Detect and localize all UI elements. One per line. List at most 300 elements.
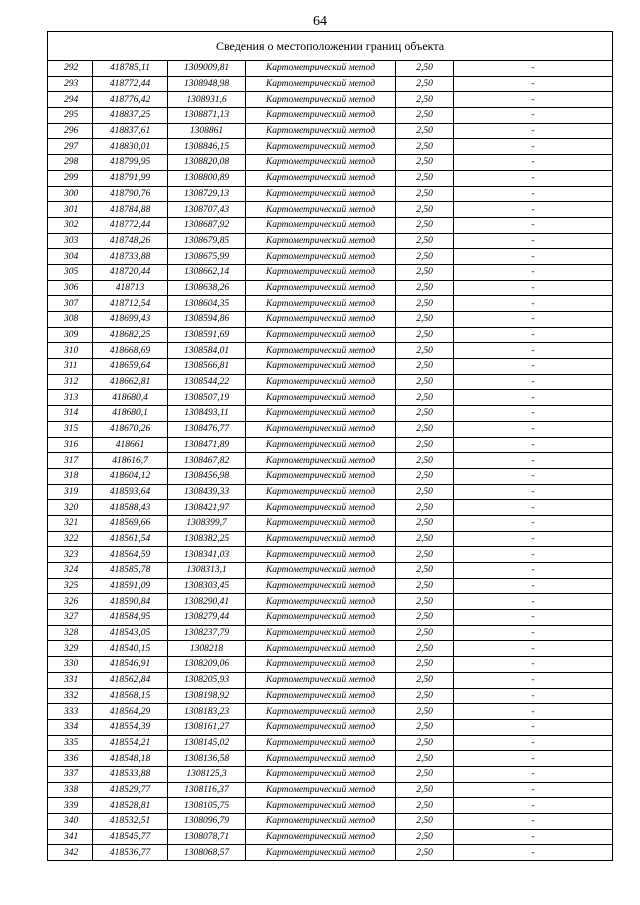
description-cell: -: [454, 170, 613, 186]
description-cell: -: [454, 76, 613, 92]
coordinate-x-cell: 418733,88: [93, 249, 168, 265]
coordinate-y-cell: 1308594,86: [168, 312, 246, 328]
coordinate-x-cell: 418528,81: [93, 798, 168, 814]
coordinate-y-cell: 1308493,11: [168, 406, 246, 422]
accuracy-cell: 2,50: [396, 751, 454, 767]
coordinate-y-cell: 1308604,35: [168, 296, 246, 312]
description-cell: -: [454, 641, 613, 657]
point-number-cell: 295: [48, 108, 93, 124]
method-cell: Картометрический метод: [246, 704, 396, 720]
method-cell: Картометрический метод: [246, 327, 396, 343]
point-number-cell: 301: [48, 202, 93, 218]
table-row: [48, 170, 613, 186]
table-row: [48, 594, 613, 610]
coordinate-x-cell: 418588,43: [93, 500, 168, 516]
point-number-cell: 314: [48, 406, 93, 422]
accuracy-cell: 2,50: [396, 453, 454, 469]
point-number-cell: 299: [48, 170, 93, 186]
coordinate-x-cell: 418661: [93, 437, 168, 453]
coordinate-x-cell: 418546,91: [93, 657, 168, 673]
method-cell: Картометрический метод: [246, 108, 396, 124]
coordinate-y-cell: 1308931,6: [168, 92, 246, 108]
coordinate-y-cell: 1308290,41: [168, 594, 246, 610]
method-cell: Картометрический метод: [246, 625, 396, 641]
accuracy-cell: 2,50: [396, 845, 454, 861]
method-cell: Картометрический метод: [246, 155, 396, 171]
coordinate-y-cell: 1308096,79: [168, 814, 246, 830]
description-cell: -: [454, 249, 613, 265]
coordinate-x-cell: 418712,54: [93, 296, 168, 312]
method-cell: Картометрический метод: [246, 312, 396, 328]
accuracy-cell: 2,50: [396, 249, 454, 265]
table-row: [48, 296, 613, 312]
accuracy-cell: 2,50: [396, 547, 454, 563]
point-number-cell: 330: [48, 657, 93, 673]
coordinate-x-cell: 418713: [93, 280, 168, 296]
coordinate-x-cell: 418590,84: [93, 594, 168, 610]
coordinate-y-cell: 1308467,82: [168, 453, 246, 469]
accuracy-cell: 2,50: [396, 76, 454, 92]
coordinate-x-cell: 418591,09: [93, 578, 168, 594]
description-cell: -: [454, 484, 613, 500]
table-row: [48, 531, 613, 547]
description-cell: -: [454, 61, 613, 77]
coordinate-x-cell: 418554,21: [93, 735, 168, 751]
point-number-cell: 315: [48, 421, 93, 437]
table-row: [48, 845, 613, 861]
method-cell: Картометрический метод: [246, 374, 396, 390]
method-cell: Картометрический метод: [246, 547, 396, 563]
accuracy-cell: 2,50: [396, 421, 454, 437]
method-cell: Картометрический метод: [246, 766, 396, 782]
table-row: [48, 766, 613, 782]
point-number-cell: 313: [48, 390, 93, 406]
accuracy-cell: 2,50: [396, 437, 454, 453]
coordinate-x-cell: 418593,64: [93, 484, 168, 500]
point-number-cell: 294: [48, 92, 93, 108]
coordinate-x-cell: 418543,05: [93, 625, 168, 641]
point-number-cell: 303: [48, 233, 93, 249]
accuracy-cell: 2,50: [396, 704, 454, 720]
accuracy-cell: 2,50: [396, 563, 454, 579]
table-row: [48, 563, 613, 579]
coordinate-y-cell: 1308421,97: [168, 500, 246, 516]
description-cell: -: [454, 657, 613, 673]
coordinate-x-cell: 418564,59: [93, 547, 168, 563]
method-cell: Картометрический метод: [246, 249, 396, 265]
table-row: [48, 798, 613, 814]
description-cell: -: [454, 374, 613, 390]
accuracy-cell: 2,50: [396, 312, 454, 328]
point-number-cell: 304: [48, 249, 93, 265]
description-cell: -: [454, 186, 613, 202]
description-cell: -: [454, 751, 613, 767]
point-number-cell: 329: [48, 641, 93, 657]
table-row: [48, 312, 613, 328]
method-cell: Картометрический метод: [246, 719, 396, 735]
accuracy-cell: 2,50: [396, 374, 454, 390]
coordinate-y-cell: 1308707,43: [168, 202, 246, 218]
coordinate-y-cell: 1308846,15: [168, 139, 246, 155]
accuracy-cell: 2,50: [396, 327, 454, 343]
description-cell: -: [454, 531, 613, 547]
table-row: [48, 547, 613, 563]
coordinate-y-cell: 1308566,81: [168, 359, 246, 375]
description-cell: -: [454, 845, 613, 861]
table-row: [48, 61, 613, 77]
coordinate-x-cell: 418837,61: [93, 123, 168, 139]
accuracy-cell: 2,50: [396, 202, 454, 218]
method-cell: Картометрический метод: [246, 672, 396, 688]
coordinate-y-cell: 1308507,19: [168, 390, 246, 406]
coordinate-y-cell: 1308476,77: [168, 421, 246, 437]
coordinate-y-cell: 1308871,13: [168, 108, 246, 124]
accuracy-cell: 2,50: [396, 359, 454, 375]
coordinate-x-cell: 418529,77: [93, 782, 168, 798]
coordinate-x-cell: 418772,44: [93, 217, 168, 233]
point-number-cell: 324: [48, 563, 93, 579]
point-number-cell: 342: [48, 845, 93, 861]
accuracy-cell: 2,50: [396, 406, 454, 422]
table-row: [48, 327, 613, 343]
accuracy-cell: 2,50: [396, 280, 454, 296]
table-row: [48, 406, 613, 422]
coordinate-x-cell: 418548,18: [93, 751, 168, 767]
method-cell: Картометрический метод: [246, 139, 396, 155]
coordinate-y-cell: 1308237,79: [168, 625, 246, 641]
accuracy-cell: 2,50: [396, 296, 454, 312]
table-row: [48, 437, 613, 453]
coordinate-y-cell: 1308116,37: [168, 782, 246, 798]
point-number-cell: 316: [48, 437, 93, 453]
coordinate-y-cell: 1308399,7: [168, 515, 246, 531]
coordinate-x-cell: 418554,39: [93, 719, 168, 735]
description-cell: -: [454, 139, 613, 155]
coordinate-y-cell: 1308078,71: [168, 829, 246, 845]
table-row: [48, 155, 613, 171]
method-cell: Картометрический метод: [246, 814, 396, 830]
coordinate-x-cell: 418670,26: [93, 421, 168, 437]
method-cell: Картометрический метод: [246, 76, 396, 92]
method-cell: Картометрический метод: [246, 657, 396, 673]
description-cell: -: [454, 390, 613, 406]
coordinate-y-cell: 1308638,26: [168, 280, 246, 296]
method-cell: Картометрический метод: [246, 845, 396, 861]
coordinate-x-cell: 418604,12: [93, 468, 168, 484]
coordinate-x-cell: 418720,44: [93, 264, 168, 280]
coordinate-y-cell: 1308471,89: [168, 437, 246, 453]
description-cell: -: [454, 500, 613, 516]
accuracy-cell: 2,50: [396, 515, 454, 531]
table-row: [48, 719, 613, 735]
method-cell: Картометрический метод: [246, 233, 396, 249]
description-cell: -: [454, 563, 613, 579]
point-number-cell: 318: [48, 468, 93, 484]
coordinate-y-cell: 1308198,92: [168, 688, 246, 704]
method-cell: Картометрический метод: [246, 280, 396, 296]
table-row: [48, 515, 613, 531]
table-row: [48, 751, 613, 767]
table-row: [48, 359, 613, 375]
method-cell: Картометрический метод: [246, 500, 396, 516]
table-row: [48, 484, 613, 500]
method-cell: Картометрический метод: [246, 641, 396, 657]
coordinate-x-cell: 418569,66: [93, 515, 168, 531]
description-cell: -: [454, 814, 613, 830]
table-row: [48, 374, 613, 390]
coordinate-y-cell: 1308205,93: [168, 672, 246, 688]
table-row: [48, 76, 613, 92]
description-cell: -: [454, 594, 613, 610]
point-number-cell: 296: [48, 123, 93, 139]
table-row: [48, 453, 613, 469]
accuracy-cell: 2,50: [396, 155, 454, 171]
coordinate-x-cell: 418662,81: [93, 374, 168, 390]
method-cell: Картометрический метод: [246, 264, 396, 280]
coordinate-y-cell: 1308136,58: [168, 751, 246, 767]
method-cell: Картометрический метод: [246, 531, 396, 547]
method-cell: Картометрический метод: [246, 296, 396, 312]
coordinate-x-cell: 418790,76: [93, 186, 168, 202]
point-number-cell: 328: [48, 625, 93, 641]
coordinate-y-cell: 1308382,25: [168, 531, 246, 547]
point-number-cell: 306: [48, 280, 93, 296]
table-row: [48, 500, 613, 516]
point-number-cell: 336: [48, 751, 93, 767]
method-cell: Картометрический метод: [246, 92, 396, 108]
accuracy-cell: 2,50: [396, 578, 454, 594]
description-cell: -: [454, 798, 613, 814]
method-cell: Картометрический метод: [246, 735, 396, 751]
table-body: [48, 61, 613, 861]
table-row: [48, 390, 613, 406]
coordinate-x-cell: 418791,99: [93, 170, 168, 186]
description-cell: -: [454, 123, 613, 139]
accuracy-cell: 2,50: [396, 719, 454, 735]
description-cell: -: [454, 280, 613, 296]
table-row: [48, 186, 613, 202]
method-cell: Картометрический метод: [246, 484, 396, 500]
point-number-cell: 338: [48, 782, 93, 798]
table-row: [48, 814, 613, 830]
coordinate-y-cell: 1308341,03: [168, 547, 246, 563]
coordinate-y-cell: 1308161,27: [168, 719, 246, 735]
point-number-cell: 308: [48, 312, 93, 328]
accuracy-cell: 2,50: [396, 139, 454, 155]
coordinate-x-cell: 418568,15: [93, 688, 168, 704]
coordinate-y-cell: 1308105,75: [168, 798, 246, 814]
method-cell: Картометрический метод: [246, 453, 396, 469]
description-cell: -: [454, 547, 613, 563]
description-cell: -: [454, 437, 613, 453]
coordinate-x-cell: 418668,69: [93, 343, 168, 359]
point-number-cell: 319: [48, 484, 93, 500]
accuracy-cell: 2,50: [396, 782, 454, 798]
boundary-table: [47, 31, 613, 861]
description-cell: -: [454, 672, 613, 688]
accuracy-cell: 2,50: [396, 531, 454, 547]
description-cell: -: [454, 578, 613, 594]
point-number-cell: 337: [48, 766, 93, 782]
coordinate-y-cell: 1308948,98: [168, 76, 246, 92]
coordinate-y-cell: 1308584,01: [168, 343, 246, 359]
accuracy-cell: 2,50: [396, 468, 454, 484]
coordinate-x-cell: 418545,77: [93, 829, 168, 845]
table-row: [48, 641, 613, 657]
accuracy-cell: 2,50: [396, 390, 454, 406]
description-cell: -: [454, 312, 613, 328]
coordinate-x-cell: 418585,78: [93, 563, 168, 579]
accuracy-cell: 2,50: [396, 814, 454, 830]
accuracy-cell: 2,50: [396, 233, 454, 249]
coordinate-x-cell: 418776,42: [93, 92, 168, 108]
description-cell: -: [454, 421, 613, 437]
table-row: [48, 735, 613, 751]
point-number-cell: 341: [48, 829, 93, 845]
description-cell: -: [454, 719, 613, 735]
table-row: [48, 704, 613, 720]
point-number-cell: 312: [48, 374, 93, 390]
description-cell: -: [454, 704, 613, 720]
page-number: 64: [313, 14, 327, 29]
point-number-cell: 340: [48, 814, 93, 830]
table-row: [48, 657, 613, 673]
description-cell: -: [454, 735, 613, 751]
method-cell: Картометрический метод: [246, 186, 396, 202]
coordinate-y-cell: 1308068,57: [168, 845, 246, 861]
method-cell: Картометрический метод: [246, 202, 396, 218]
accuracy-cell: 2,50: [396, 641, 454, 657]
method-cell: Картометрический метод: [246, 406, 396, 422]
point-number-cell: 317: [48, 453, 93, 469]
description-cell: -: [454, 610, 613, 626]
coordinate-y-cell: 1308820,08: [168, 155, 246, 171]
point-number-cell: 302: [48, 217, 93, 233]
description-cell: -: [454, 264, 613, 280]
point-number-cell: 326: [48, 594, 93, 610]
coordinate-x-cell: 418748,26: [93, 233, 168, 249]
point-number-cell: 320: [48, 500, 93, 516]
description-cell: -: [454, 688, 613, 704]
coordinate-x-cell: 418616,7: [93, 453, 168, 469]
accuracy-cell: 2,50: [396, 657, 454, 673]
coordinate-x-cell: 418540,15: [93, 641, 168, 657]
coordinate-y-cell: 1308456,98: [168, 468, 246, 484]
coordinate-y-cell: 1308209,06: [168, 657, 246, 673]
point-number-cell: 333: [48, 704, 93, 720]
coordinate-x-cell: 418533,88: [93, 766, 168, 782]
point-number-cell: 298: [48, 155, 93, 171]
accuracy-cell: 2,50: [396, 798, 454, 814]
coordinate-x-cell: 418532,51: [93, 814, 168, 830]
table-row: [48, 578, 613, 594]
table-row: [48, 280, 613, 296]
description-cell: -: [454, 782, 613, 798]
description-cell: -: [454, 155, 613, 171]
method-cell: Картометрический метод: [246, 782, 396, 798]
point-number-cell: 334: [48, 719, 93, 735]
description-cell: -: [454, 202, 613, 218]
point-number-cell: 293: [48, 76, 93, 92]
description-cell: -: [454, 217, 613, 233]
coordinate-y-cell: 1308313,1: [168, 563, 246, 579]
point-number-cell: 332: [48, 688, 93, 704]
coordinate-y-cell: 1308439,33: [168, 484, 246, 500]
table-row: [48, 123, 613, 139]
point-number-cell: 323: [48, 547, 93, 563]
point-number-cell: 335: [48, 735, 93, 751]
coordinate-x-cell: 418564,29: [93, 704, 168, 720]
coordinate-x-cell: 418659,64: [93, 359, 168, 375]
coordinate-y-cell: 1308729,13: [168, 186, 246, 202]
coordinate-x-cell: 418772,44: [93, 76, 168, 92]
coordinate-y-cell: 1308687,92: [168, 217, 246, 233]
point-number-cell: 300: [48, 186, 93, 202]
point-number-cell: 322: [48, 531, 93, 547]
method-cell: Картометрический метод: [246, 515, 396, 531]
coordinate-y-cell: 1308279,44: [168, 610, 246, 626]
method-cell: Картометрический метод: [246, 563, 396, 579]
point-number-cell: 305: [48, 264, 93, 280]
table-row: [48, 264, 613, 280]
method-cell: Картометрический метод: [246, 610, 396, 626]
coordinate-y-cell: 1308861: [168, 123, 246, 139]
accuracy-cell: 2,50: [396, 829, 454, 845]
table-row: [48, 672, 613, 688]
description-cell: -: [454, 233, 613, 249]
description-cell: -: [454, 406, 613, 422]
description-cell: -: [454, 296, 613, 312]
accuracy-cell: 2,50: [396, 672, 454, 688]
description-cell: -: [454, 92, 613, 108]
description-cell: -: [454, 515, 613, 531]
table-row: [48, 249, 613, 265]
point-number-cell: 339: [48, 798, 93, 814]
section-title: Сведения о местоположении границ объекта: [48, 32, 613, 61]
description-cell: -: [454, 625, 613, 641]
accuracy-cell: 2,50: [396, 343, 454, 359]
coordinate-x-cell: 418830,01: [93, 139, 168, 155]
method-cell: Картометрический метод: [246, 170, 396, 186]
accuracy-cell: 2,50: [396, 500, 454, 516]
coordinate-x-cell: 418561,54: [93, 531, 168, 547]
accuracy-cell: 2,50: [396, 625, 454, 641]
coordinate-y-cell: 1308145,02: [168, 735, 246, 751]
description-cell: -: [454, 766, 613, 782]
method-cell: Картометрический метод: [246, 421, 396, 437]
accuracy-cell: 2,50: [396, 594, 454, 610]
coordinate-y-cell: 1308675,99: [168, 249, 246, 265]
table-row: [48, 421, 613, 437]
description-cell: -: [454, 453, 613, 469]
accuracy-cell: 2,50: [396, 766, 454, 782]
point-number-cell: 321: [48, 515, 93, 531]
table-heading-row: [48, 32, 613, 61]
coordinate-y-cell: 1308303,45: [168, 578, 246, 594]
accuracy-cell: 2,50: [396, 92, 454, 108]
accuracy-cell: 2,50: [396, 610, 454, 626]
point-number-cell: 327: [48, 610, 93, 626]
coordinate-x-cell: 418837,25: [93, 108, 168, 124]
accuracy-cell: 2,50: [396, 61, 454, 77]
method-cell: Картометрический метод: [246, 359, 396, 375]
method-cell: Картометрический метод: [246, 437, 396, 453]
description-cell: -: [454, 359, 613, 375]
coordinate-x-cell: 418699,43: [93, 312, 168, 328]
coordinate-y-cell: 1309009,81: [168, 61, 246, 77]
coordinate-y-cell: 1308183,23: [168, 704, 246, 720]
coordinate-y-cell: 1308544,22: [168, 374, 246, 390]
